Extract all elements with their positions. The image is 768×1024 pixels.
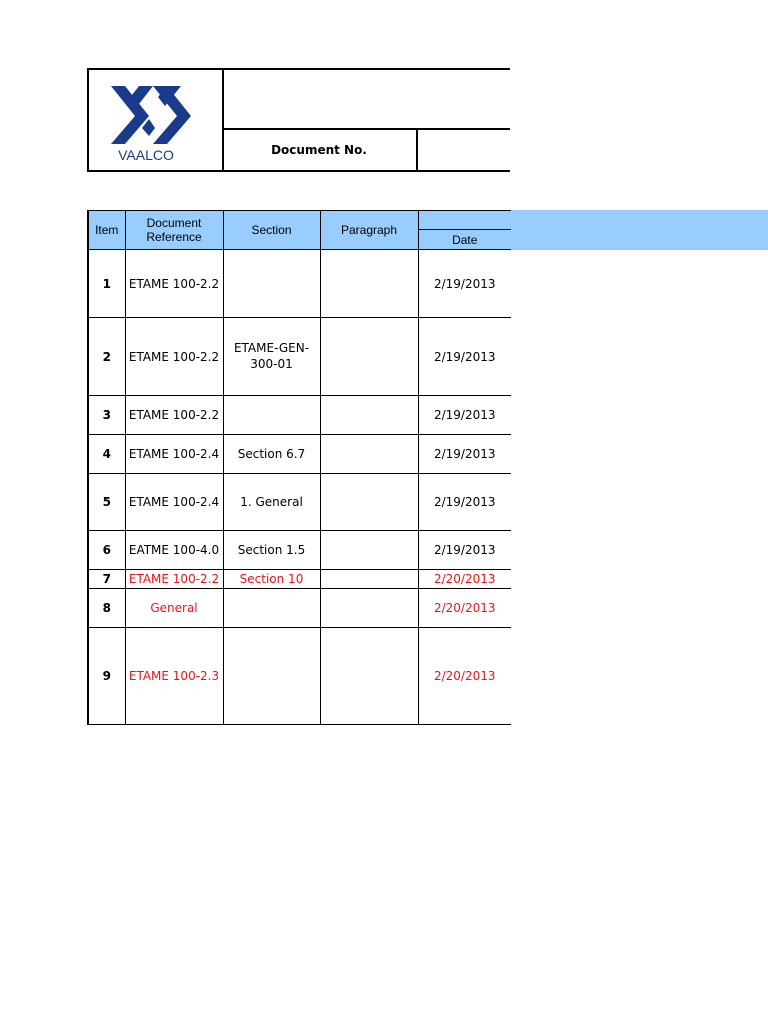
cell-doc-ref: ETAME 100-2.4: [125, 474, 223, 531]
cell-item: 4: [88, 435, 125, 474]
col-header-date: Date: [418, 230, 511, 250]
col-header-doc-ref: Document Reference: [125, 211, 223, 250]
cell-item: 6: [88, 531, 125, 570]
cell-doc-ref: ETAME 100-2.3: [125, 628, 223, 725]
cell-paragraph: [320, 570, 418, 589]
cell-date: 2/20/2013: [418, 570, 511, 589]
table-row: [88, 474, 511, 531]
cell-section: ETAME-GEN-300-01: [223, 318, 320, 396]
cell-paragraph: [320, 435, 418, 474]
cell-item: 5: [88, 474, 125, 531]
cell-item: 3: [88, 396, 125, 435]
cell-paragraph: [320, 589, 418, 628]
revision-table: [87, 210, 511, 725]
document-title-cell: [222, 68, 510, 130]
cell-paragraph: [320, 474, 418, 531]
cell-date: 2/19/2013: [418, 435, 511, 474]
cell-paragraph: [320, 318, 418, 396]
cell-doc-ref: EATME 100-4.0: [125, 531, 223, 570]
col-header-group: [418, 211, 511, 230]
cell-section: 1. General: [223, 474, 320, 531]
cell-doc-ref: ETAME 100-2.2: [125, 396, 223, 435]
cell-date: 2/20/2013: [418, 628, 511, 725]
cell-section: Section 10: [223, 570, 320, 589]
table-row: [88, 250, 511, 318]
col-header-section: Section: [223, 211, 320, 250]
cell-paragraph: [320, 250, 418, 318]
cell-item: 7: [88, 570, 125, 589]
header-band: [510, 210, 768, 250]
document-number-label: Document No.: [222, 128, 418, 172]
cell-paragraph: [320, 396, 418, 435]
cell-doc-ref: General: [125, 589, 223, 628]
cell-doc-ref: ETAME 100-2.2: [125, 318, 223, 396]
cell-doc-ref: ETAME 100-2.2: [125, 250, 223, 318]
cell-section: [223, 250, 320, 318]
cell-section: [223, 396, 320, 435]
cell-item: 8: [88, 589, 125, 628]
cell-item: 9: [88, 628, 125, 725]
cell-date: 2/19/2013: [418, 318, 511, 396]
table-row: [88, 396, 511, 435]
cell-doc-ref: ETAME 100-2.4: [125, 435, 223, 474]
cell-section: [223, 589, 320, 628]
cell-date: 2/19/2013: [418, 396, 511, 435]
cell-date: 2/19/2013: [418, 250, 511, 318]
table-row: [88, 570, 511, 589]
cell-date: 2/20/2013: [418, 589, 511, 628]
logo-text: VAALCO: [118, 147, 174, 163]
table-row: [88, 435, 511, 474]
cell-date: 2/19/2013: [418, 531, 511, 570]
logo-cell: [87, 68, 224, 172]
cell-section: Section 1.5: [223, 531, 320, 570]
table-row: [88, 628, 511, 725]
cell-doc-ref: ETAME 100-2.2: [125, 570, 223, 589]
cell-paragraph: [320, 628, 418, 725]
cell-item: 2: [88, 318, 125, 396]
cell-section: Section 6.7: [223, 435, 320, 474]
cell-paragraph: [320, 531, 418, 570]
col-header-paragraph: Paragraph: [320, 211, 418, 250]
cell-section: [223, 628, 320, 725]
document-number-value: [418, 128, 510, 172]
cell-item: 1: [88, 250, 125, 318]
table-row: [88, 531, 511, 570]
cell-date: 2/19/2013: [418, 474, 511, 531]
table-row: [88, 318, 511, 396]
col-header-item: Item: [88, 211, 125, 250]
table-row: [88, 589, 511, 628]
vaalco-logo-icon: [87, 68, 221, 168]
